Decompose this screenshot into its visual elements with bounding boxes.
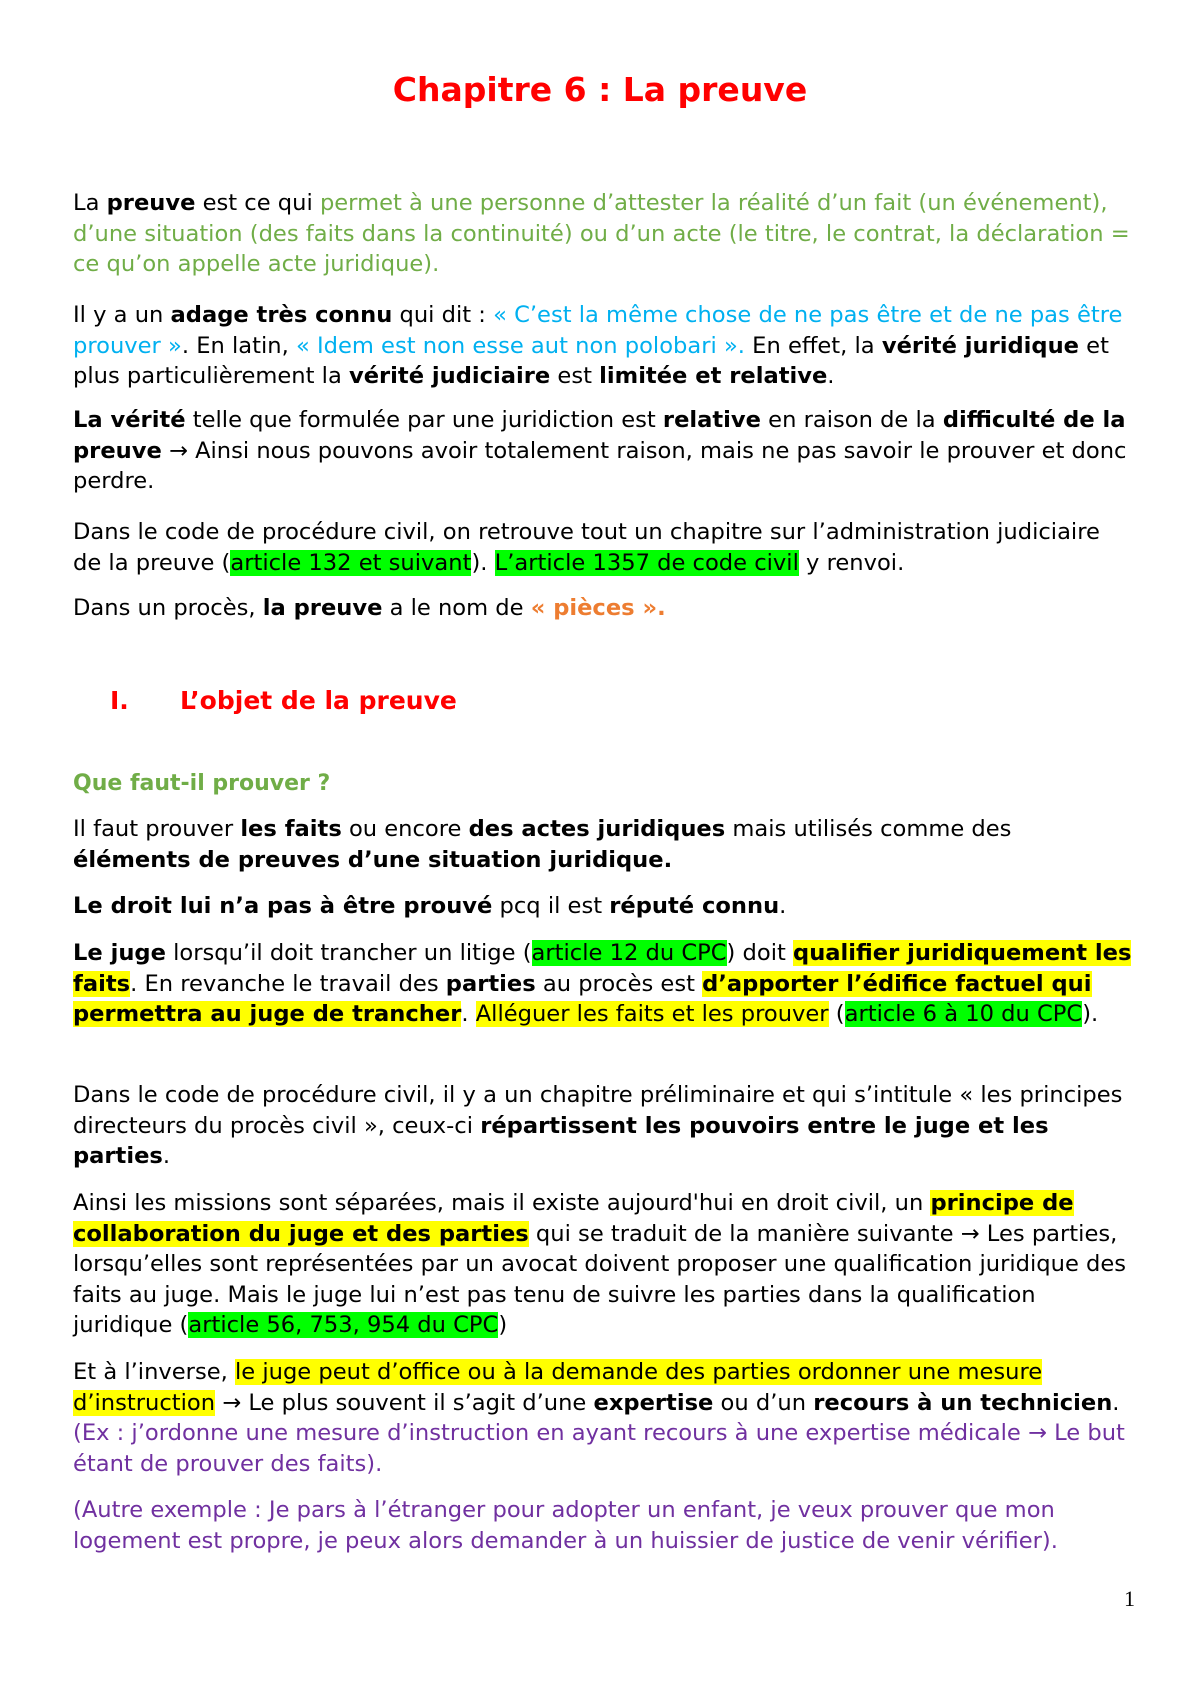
intro-paragraph-5: Dans un procès, la preuve a le nom de « pièces ».: [73, 595, 666, 621]
page-title: Chapitre 6 : La preuve: [392, 70, 808, 109]
intro-paragraph-2: Il y a un adage très connu qui dit : « C’est la même chose de ne pas être et de ne pas être prouver ». En latin, « Idem est non esse aut non polobari ». En effet, la vérité juridique et plus particulièrement la vérité judiciaire est limitée et relative.: [73, 302, 1123, 389]
intro-paragraph-1: La preuve est ce qui permet à une personne d’attester la réalité d’un fait (un événement), d’une situation (des faits dans la continuité) ou d’un acte (le titre, le contrat, la déclaration = ce qu’on appelle acte juridique).: [73, 190, 1130, 277]
section-paragraph-3: Le juge lorsqu’il doit trancher un litige (article 12 du CPC) doit qualifier juridiquement les faits. En revanche le travail des parties au procès est d’apporter l’édifice factuel qui permettra au juge de trancher. Alléguer les faits et les prouver (article 6 à 10 du CPC).: [73, 940, 1132, 1027]
section-subheading: Que faut-il prouver ?: [73, 771, 331, 796]
section-paragraph-4: Dans le code de procédure civil, il y a un chapitre préliminaire et qui s’intitule « les principes directeurs du procès civil », ceux-ci répartissent les pouvoirs entre le juge et les parties.: [73, 1082, 1123, 1169]
intro-paragraph-3: La vérité telle que formulée par une juridiction est relative en raison de la difficulté de la preuve → Ainsi nous pouvons avoir totalement raison, mais ne pas savoir le prouver et donc perdre.: [73, 407, 1127, 494]
page-number: 1: [1124, 1586, 1135, 1611]
section-heading: I. L’objet de la preuve: [110, 686, 457, 715]
section-paragraph-5: Ainsi les missions sont séparées, mais il existe aujourd'hui en droit civil, un principe de collaboration du juge et des parties qui se traduit de la manière suivante → Les parties, lorsqu’elles sont représentées par un avocat doivent proposer une qualification juridique des faits au juge. Mais le juge lui n’est pas tenu de suivre les parties dans la qualification juridique (article 56, 753, 954 du CPC): [73, 1190, 1127, 1338]
section-paragraph-6: Et à l’inverse, le juge peut d’office ou à la demande des parties ordonner une mesure d’instruction → Le plus souvent il s’agit d’une expertise ou d’un recours à un technicien. (Ex : j’ordonne une mesure d’instruction en ayant recours à une expertise médicale → Le but étant de prouver des faits).: [73, 1359, 1125, 1477]
section-paragraph-2: Le droit lui n’a pas à être prouvé pcq il est réputé connu.: [73, 893, 787, 919]
article-reference: article 132 et suivant: [230, 549, 472, 576]
article-reference: article 56, 753, 954 du CPC: [188, 1312, 499, 1338]
article-reference: L’article 1357 de code civil: [494, 549, 799, 576]
article-reference: article 6 à 10 du CPC: [844, 1001, 1083, 1027]
section-paragraph-7: (Autre exemple : Je pars à l’étranger pour adopter un enfant, je veux prouver que mon logement est propre, je peux alors demander à un huissier de justice de venir vérifier).: [73, 1497, 1058, 1554]
intro-paragraph-4: Dans le code de procédure civil, on retrouve tout un chapitre sur l’administration judiciaire de la preuve (article 132 et suivant). L’article 1357 de code civil y renvoi.: [73, 519, 1100, 576]
section-paragraph-1: Il faut prouver les faits ou encore des actes juridiques mais utilisés comme des éléments de preuves d’une situation juridique.: [73, 816, 1012, 873]
section-number: I.: [110, 686, 129, 715]
article-reference: article 12 du CPC: [531, 940, 727, 966]
